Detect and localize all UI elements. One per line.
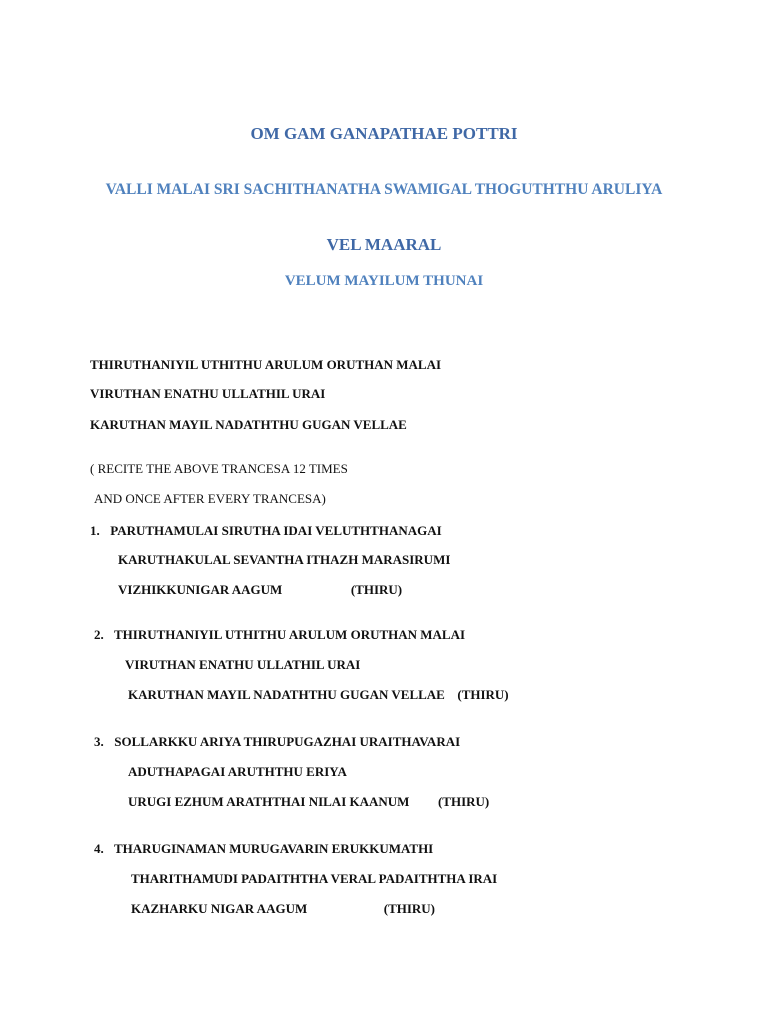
verse-line: THARITHAMUDI PADAITHTHA VERAL PADAITHTHA IRAI (131, 871, 498, 886)
verse-text: VIZHIKKUNIGAR AAGUM (118, 582, 283, 597)
verse-line: VIRUTHAN ENATHU ULLATHIL URAI (125, 657, 361, 672)
refrain-tag: (THIRU) (350, 582, 403, 597)
verse-line: KARUTHAKULAL SEVANTHA ITHAZH MARASIRUMI (118, 552, 451, 567)
verse-number: 1. (90, 523, 100, 538)
verse-text: THARUGINAMAN MURUGAVARIN ERUKKUMATHI (114, 841, 434, 856)
refrain-line: VIRUTHAN ENATHU ULLATHIL URAI (90, 386, 326, 401)
refrain-tag: (THIRU) (437, 794, 490, 809)
verse-text: KARUTHAN MAYIL NADATHTHU GUGAN VELLAE (128, 687, 445, 702)
verse-line (94, 841, 433, 857)
blessing-heading: VELUM MAYILUM THUNAI (284, 273, 484, 289)
verse-text: KAZHARKU NIGAR AAGUM (131, 901, 308, 916)
verse-line (94, 627, 465, 643)
recitation-note: ( RECITE THE ABOVE TRANCESA 12 TIMES (90, 461, 348, 476)
verse-text: SOLLARKKU ARIYA THIRUPUGAZHAI URAITHAVARAI (114, 734, 461, 749)
refrain-line: THIRUTHANIYIL UTHITHU ARULUM ORUTHAN MALAI (90, 357, 442, 372)
recitation-note: AND ONCE AFTER EVERY TRANCESA) (94, 491, 326, 506)
verse-line (94, 734, 460, 750)
verse-number: 3. (94, 734, 104, 749)
verse-text: THIRUTHANIYIL UTHITHU ARULUM ORUTHAN MALAI (114, 627, 466, 642)
verse-number: 2. (94, 627, 104, 642)
verse-line (90, 523, 442, 539)
verse-number: 4. (94, 841, 104, 856)
refrain-tag: (THIRU) (457, 687, 509, 702)
verse-line (128, 794, 489, 810)
verse-line (131, 901, 435, 917)
verse-text: URUGI EZHUM ARATHTHAI NILAI KAANUM (128, 794, 410, 809)
refrain-tag: (THIRU) (383, 901, 436, 916)
verse-text: PARUTHAMULAI SIRUTHA IDAI VELUTHTHANAGAI (110, 523, 442, 538)
title-heading: VEL MAARAL (326, 235, 442, 254)
verse-line (118, 582, 402, 598)
refrain-line: KARUTHAN MAYIL NADATHTHU GUGAN VELLAE (90, 417, 407, 432)
verse-line: ADUTHAPAGAI ARUTHTHU ERIYA (128, 764, 347, 779)
composer-heading: VALLI MALAI SRI SACHITHANATHA SWAMIGAL THOGUTHTHU ARULIYA (105, 181, 663, 198)
verse-line (128, 687, 509, 703)
invocation-heading: OM GAM GANAPATHAE POTTRI (250, 124, 518, 143)
